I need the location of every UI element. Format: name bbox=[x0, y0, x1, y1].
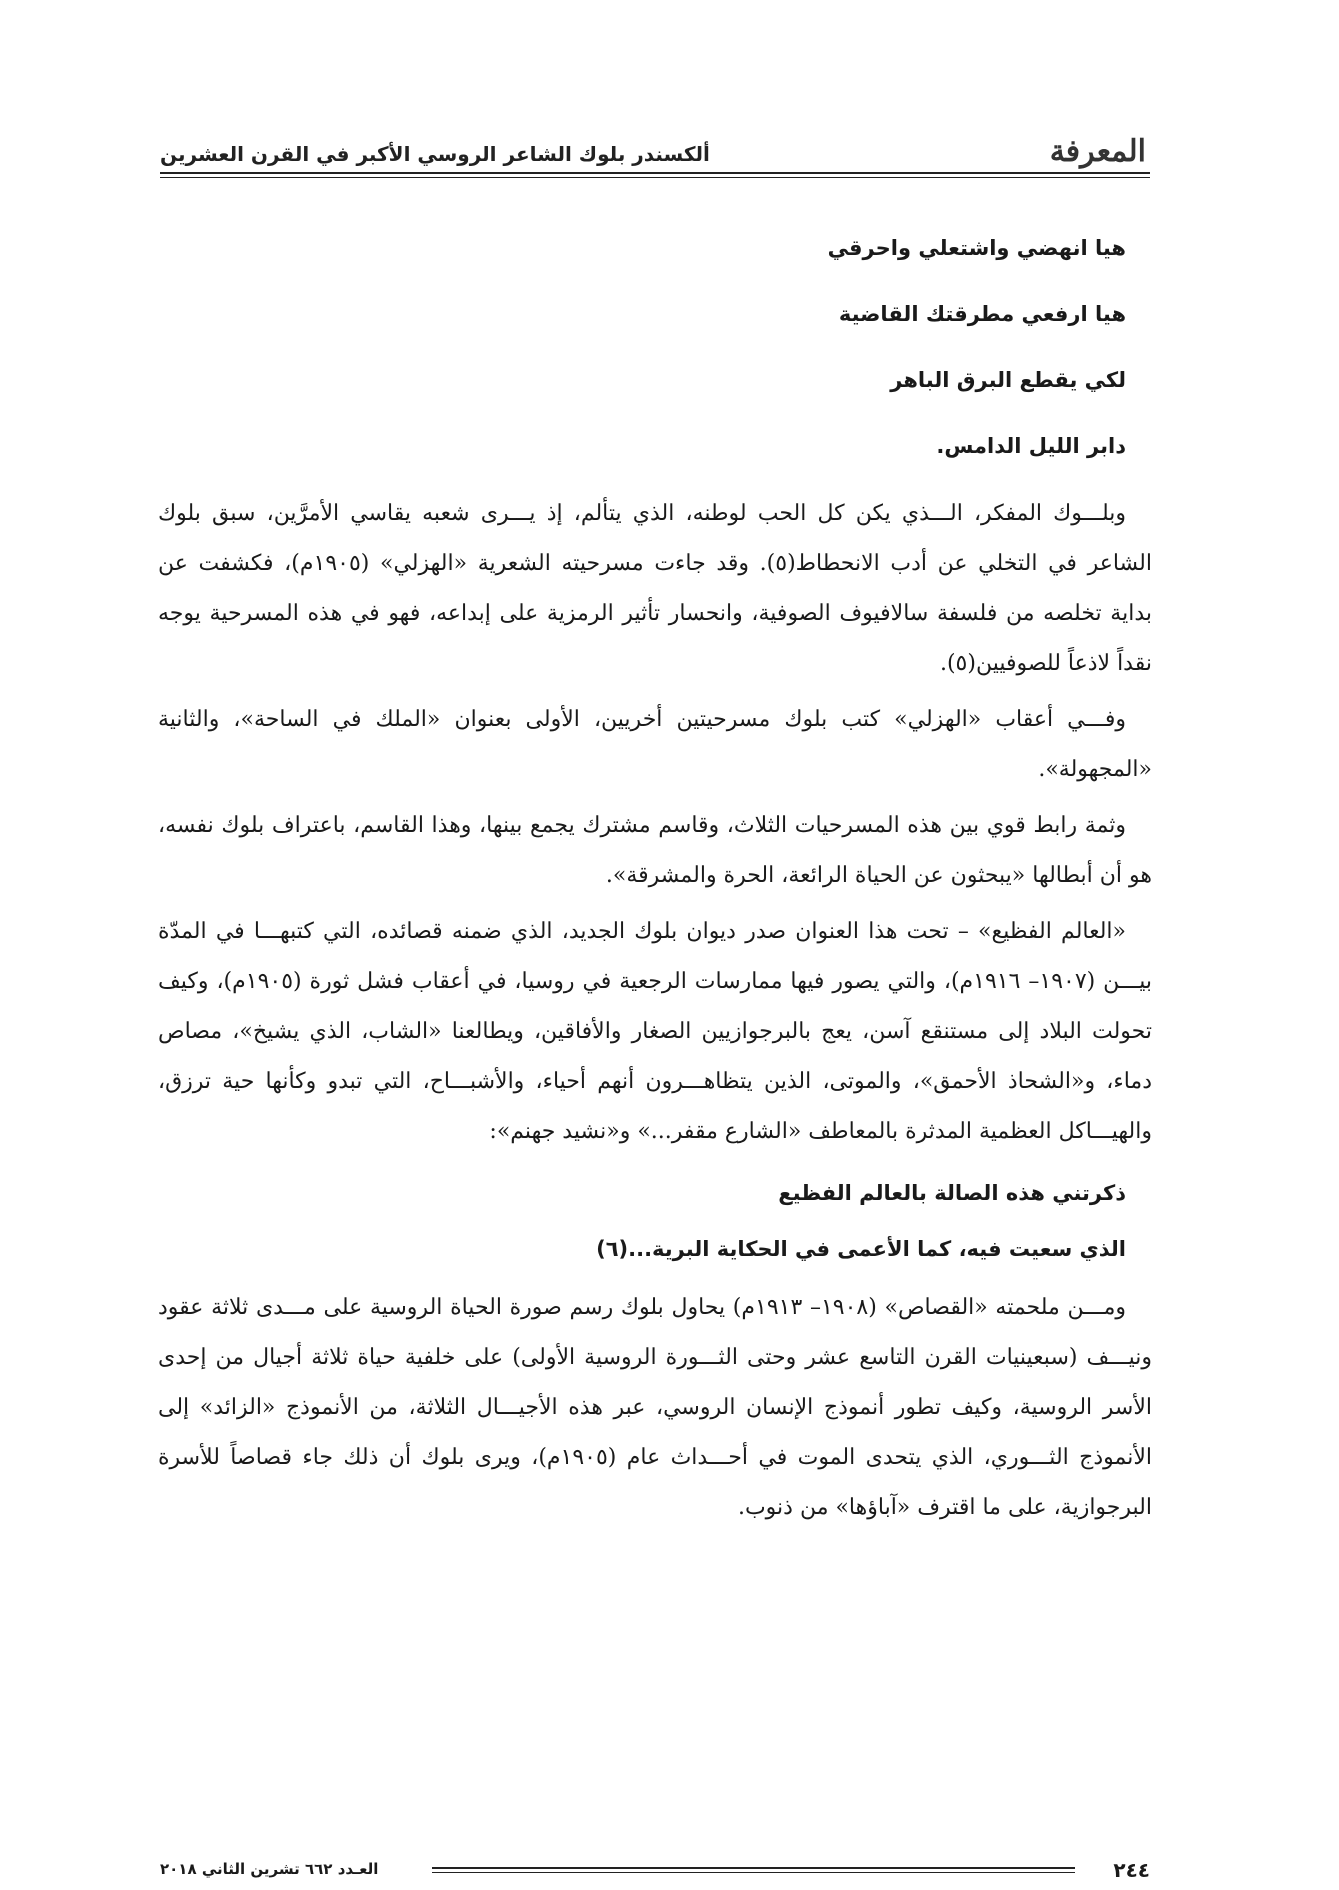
page-footer bbox=[160, 1858, 1150, 1882]
paragraph: وفـــي أعقاب «الهزلي» كتب بلوك مسرحيتين أخريين، الأولى بعنوان «الملك في الساحة»، والثانية «المجهولة». bbox=[158, 707, 1152, 782]
paragraph: وثمة رابط قوي بين هذه المسرحيات الثلاث، وقاسم مشترك يجمع بينها، وهذا القاسم، باعتراف بلوك نفسه، هو أن أبطالها «يبحثون عن الحياة الرائعة، الحرة والمشرقة». bbox=[158, 813, 1152, 888]
issue-info: العـدد ٦٦٢ تشرين الثاني ٢٠١٨ bbox=[160, 1860, 379, 1878]
magazine-logo: المعرفة bbox=[1049, 134, 1146, 169]
footer-rule-thin bbox=[432, 1872, 1075, 1873]
page-number: ٢٤٤ bbox=[1113, 1858, 1150, 1882]
verse-line: دابر الليل الدامس. bbox=[936, 434, 1126, 458]
paragraph: وبلـــوك المفكر، الـــذي يكن كل الحب لوطنه، الذي يتألم، إذ يـــرى شعبه يقاسي الأمرَّين، سبق بلوك الشاعر في التخلي عن أدب الانحطاط(٥). وقد جاءت مسرحيته الشعرية «الهزلي» (١٩٠٥م)، فكشفت عن بداية تخلصه من فلسفة سالافيوف الصوفية، وانحسار تأثير الرمزية على إبداعه، فهو في هذه المسرحية يوجه نقداً لاذعاً للصوفيين(٥). bbox=[158, 501, 1152, 676]
verse-line: هيا ارفعي مطرقتك القاضية bbox=[838, 302, 1126, 326]
running-title: ألكسندر بلوك الشاعر الروسي الأكبر في القرن العشرين bbox=[160, 142, 710, 166]
header-rule bbox=[160, 172, 1150, 174]
article-body bbox=[158, 215, 1152, 1533]
verse-block-1 bbox=[158, 215, 1152, 479]
paragraph: «العالم الفظيع» – تحت هذا العنوان صدر ديوان بلوك الجديد، الذي ضمنه قصائده، التي كتبهـــا في المدّة بيـــن (١٩٠٧– ١٩١٦م)، والتي يصور فيها ممارسات الرجعية في روسيا، في أعقاب فشل ثورة (١٩٠٥م)، وكيف تحولت البلاد إلى مستنقع آسن، يعج بالبرجوازيين الصغار والأفاقين، ويطالعنا «الشاب، الذي يشيخ»، مصاص دماء، و«الشحاذ الأحمق»، والموتى، الذين يتظاهـــرون أنهم أحياء، والأشبـــاح، التي تبدو وكأنها حية ترزق، والهيـــاكل العظمية المدثرة بالمعاطف «الشارع مقفر...» و«نشيد جهنم»: bbox=[158, 919, 1153, 1144]
verse-block-2 bbox=[158, 1165, 1152, 1277]
verse-line: ذكرتني هذه الصالة بالعالم الفظيع bbox=[778, 1181, 1126, 1205]
verse-line: لكي يقطع البرق الباهر bbox=[890, 368, 1126, 392]
verse-line: الذي سعيت فيه، كما الأعمى في الحكاية البرية...(٦) bbox=[596, 1237, 1126, 1261]
verse-line: هيا انهضي واشتعلي واحرقي bbox=[827, 236, 1126, 260]
header-rule-thin bbox=[160, 177, 1150, 178]
footer-rule bbox=[432, 1867, 1075, 1869]
page-header bbox=[160, 128, 1150, 178]
paragraph: ومـــن ملحمته «القصاص» (١٩٠٨– ١٩١٣م) يحاول بلوك رسم صورة الحياة الروسية على مـــدى ثلاثة عقود ونيـــف (سبعينيات القرن التاسع عشر وحتى الثـــورة الروسية الأولى) على خلفية حياة ثلاثة أجيال من إحدى الأسر الروسية، وكيف تطور أنموذج الإنسان الروسي، عبر هذه الأجيـــال الثلاثة، من الأنموذج «الزائد» إلى الأنموذج الثـــوري، الذي يتحدى الموت في أحـــداث عام (١٩٠٥م)، ويرى بلوك أن ذلك جاء قصاصاً للأسرة البرجوازية، على ما اقترف «آباؤها» من ذنوب. bbox=[158, 1295, 1153, 1520]
